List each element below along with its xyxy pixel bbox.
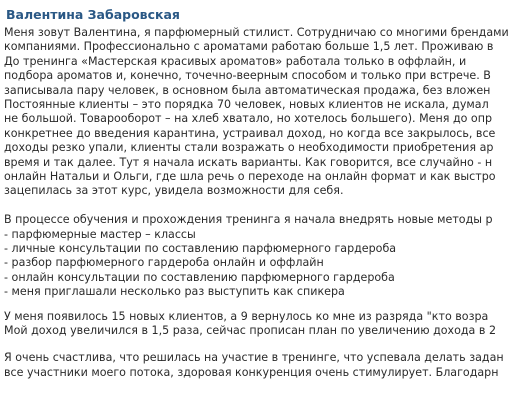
text-line: У меня появилось 15 новых клиентов, а 9 вернулось ко мне из разряда "кто возра <box>4 309 489 323</box>
text-line: конкретнее до введения карантина, устраивал доход, но когда все закрылось, все <box>4 126 496 140</box>
text-line: Постоянные клиенты – это порядка 70 человек, новых клиентов не искала, думал <box>4 97 489 111</box>
text-line: зацепилась за этот курс, увидела возможности для себя. <box>4 184 344 198</box>
author-name[interactable]: Валентина Забаровская <box>6 7 180 22</box>
text-line: онлайн Натальи и Ольги, где шла речь о переходе на онлайн формат и как выстро <box>4 169 496 183</box>
text-line: В процессе обучения и прохождения тренинга я начала внедрять новые методы р <box>4 213 493 227</box>
text-line: До тренинга «Мастерская красивых ароматов» работала только в оффлайн, и <box>4 54 467 68</box>
text-line: подбора ароматов и, конечно, точечно-веерным способом и только при встрече. В <box>4 69 491 83</box>
paragraph-gap <box>4 300 400 310</box>
post-text <box>4 26 509 380</box>
text-line: Мой доход увеличился в 1,5 раза, сейчас прописан план по увеличению дохода в 2 <box>4 323 496 337</box>
list-item: - онлайн консультации по составлению парфюмерного гардероба <box>4 270 395 284</box>
text-line: не большой. Товарооборот – на хлеб хватало, но хотелось большего). Меня до опр <box>4 112 493 126</box>
text-line: компаниями. Профессионально с ароматами работаю больше 1,5 лет. Проживаю в <box>4 40 494 54</box>
list-item: - парфюмерные мастер – классы <box>4 227 196 241</box>
text-line: Меня зовут Валентина, я парфюмерный стилист. Сотрудничаю со многими брендами <box>4 26 509 39</box>
text-line: Я очень счастлива, что решилась на участие в тренинге, что успевала делать задан <box>4 351 504 365</box>
paragraph-gap <box>4 338 400 351</box>
text-line: время и так далее. Тут я начала искать варианты. Как говорится, все случайно - н <box>4 155 493 169</box>
text-line: все участники моего потока, здоровая конкуренция очень стимулирует. Благодарн <box>4 365 499 379</box>
text-line: записывала пару человек, в основном была автоматическая продажа, без вложен <box>4 83 491 97</box>
paragraph-gap <box>4 199 400 214</box>
list-item: - меня приглашали несколько раз выступить как спикера <box>4 285 345 299</box>
list-item: - разбор парфюмерного гардероба онлайн и оффлайн <box>4 256 324 270</box>
text-line: доходы резко упали, клиенты стали возражать о необходимости приобретения ар <box>4 141 494 155</box>
list-item: - личные консультации по составлению парфюмерного гардероба <box>4 241 397 255</box>
